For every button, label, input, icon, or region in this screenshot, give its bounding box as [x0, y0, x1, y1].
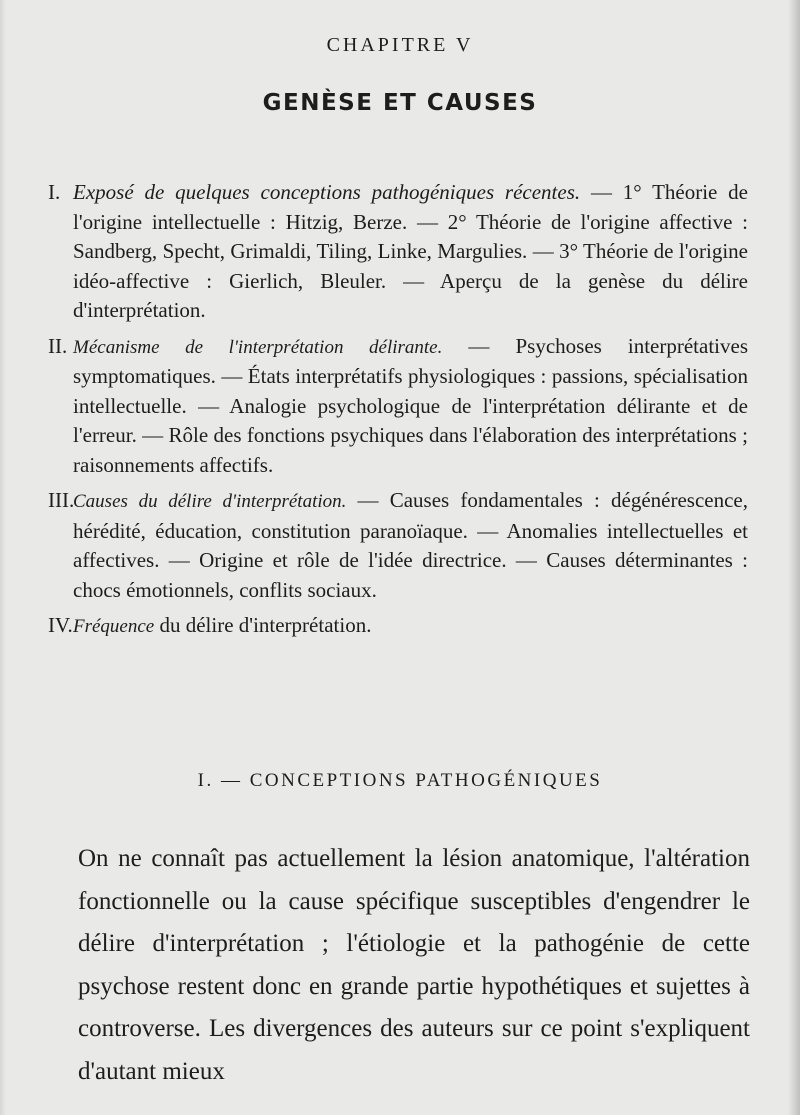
section-lead: Exposé de quelques conceptions pathogéniques récentes. [73, 180, 581, 204]
section-number: II. [48, 333, 68, 358]
page-right-shadow [788, 0, 800, 1115]
section-heading: I. — CONCEPTIONS PATHOGÉNIQUES [197, 770, 603, 791]
section-number: IV. [48, 613, 73, 637]
section-text: — Causes fondamentales : dégénérescence, hérédité, éducation, constitution paranoïaque. — Anomalies intellectuelles et affectives. — Origine et rôle de l'idée directrice. — Causes déterminantes : chocs émotionnels, conflits sociaux. [73, 488, 749, 602]
section-text: du délire d'interprétation. [154, 613, 372, 637]
summary-section-3 [48, 486, 748, 605]
chapter-summary [48, 178, 748, 648]
summary-section-1 [48, 178, 748, 326]
chapter-title: GENÈSE ET CAUSES [262, 90, 538, 116]
section-number: III. [48, 488, 75, 512]
chapter-number: CHAPITRE V [326, 34, 474, 56]
summary-section-2 [48, 332, 748, 481]
section-lead: Mécanisme de l'interprétation délirante. [73, 336, 443, 358]
section-text: — 1° Théorie de l'origine intellectuelle : Hitzig, Berze. — 2° Théorie de l'origine affective : Sandberg, Specht, Grimaldi, Tiling, Linke, Margulies. — 3° Théorie de l'origine idéo-affective : Gierlich, Bleuler. — Aperçu de la genèse du délire d'interprétation. [73, 180, 748, 322]
page-left-shadow [0, 0, 6, 1115]
summary-section-4 [48, 611, 748, 642]
section-lead: Causes du délire d'interprétation. [73, 491, 347, 512]
section-number: I. [48, 180, 61, 204]
body-paragraph: On ne connaît pas actuellement la lésion anatomique, l'altération fonctionnelle ou la cause spécifique susceptibles d'engendrer le délire d'interprétation ; l'étiologie et la pathogénie de cette psychose restent donc en grande partie hypothétiques et sujettes à controverse. Les divergences des auteurs sur ce point s'expliquent d'autant mieux [78, 845, 750, 1085]
section-lead: Fréquence [73, 616, 155, 637]
section-text: — Psychoses interprétatives symptomatiques. — États interprétatifs physiologiques : passions, spécialisation intellectuelle. — Analogie psychologique de l'interprétation délirante et de l'erreur. — Rôle des fonctions psychiques dans l'élaboration des interprétations ; raisonnements affectifs. [73, 333, 748, 477]
